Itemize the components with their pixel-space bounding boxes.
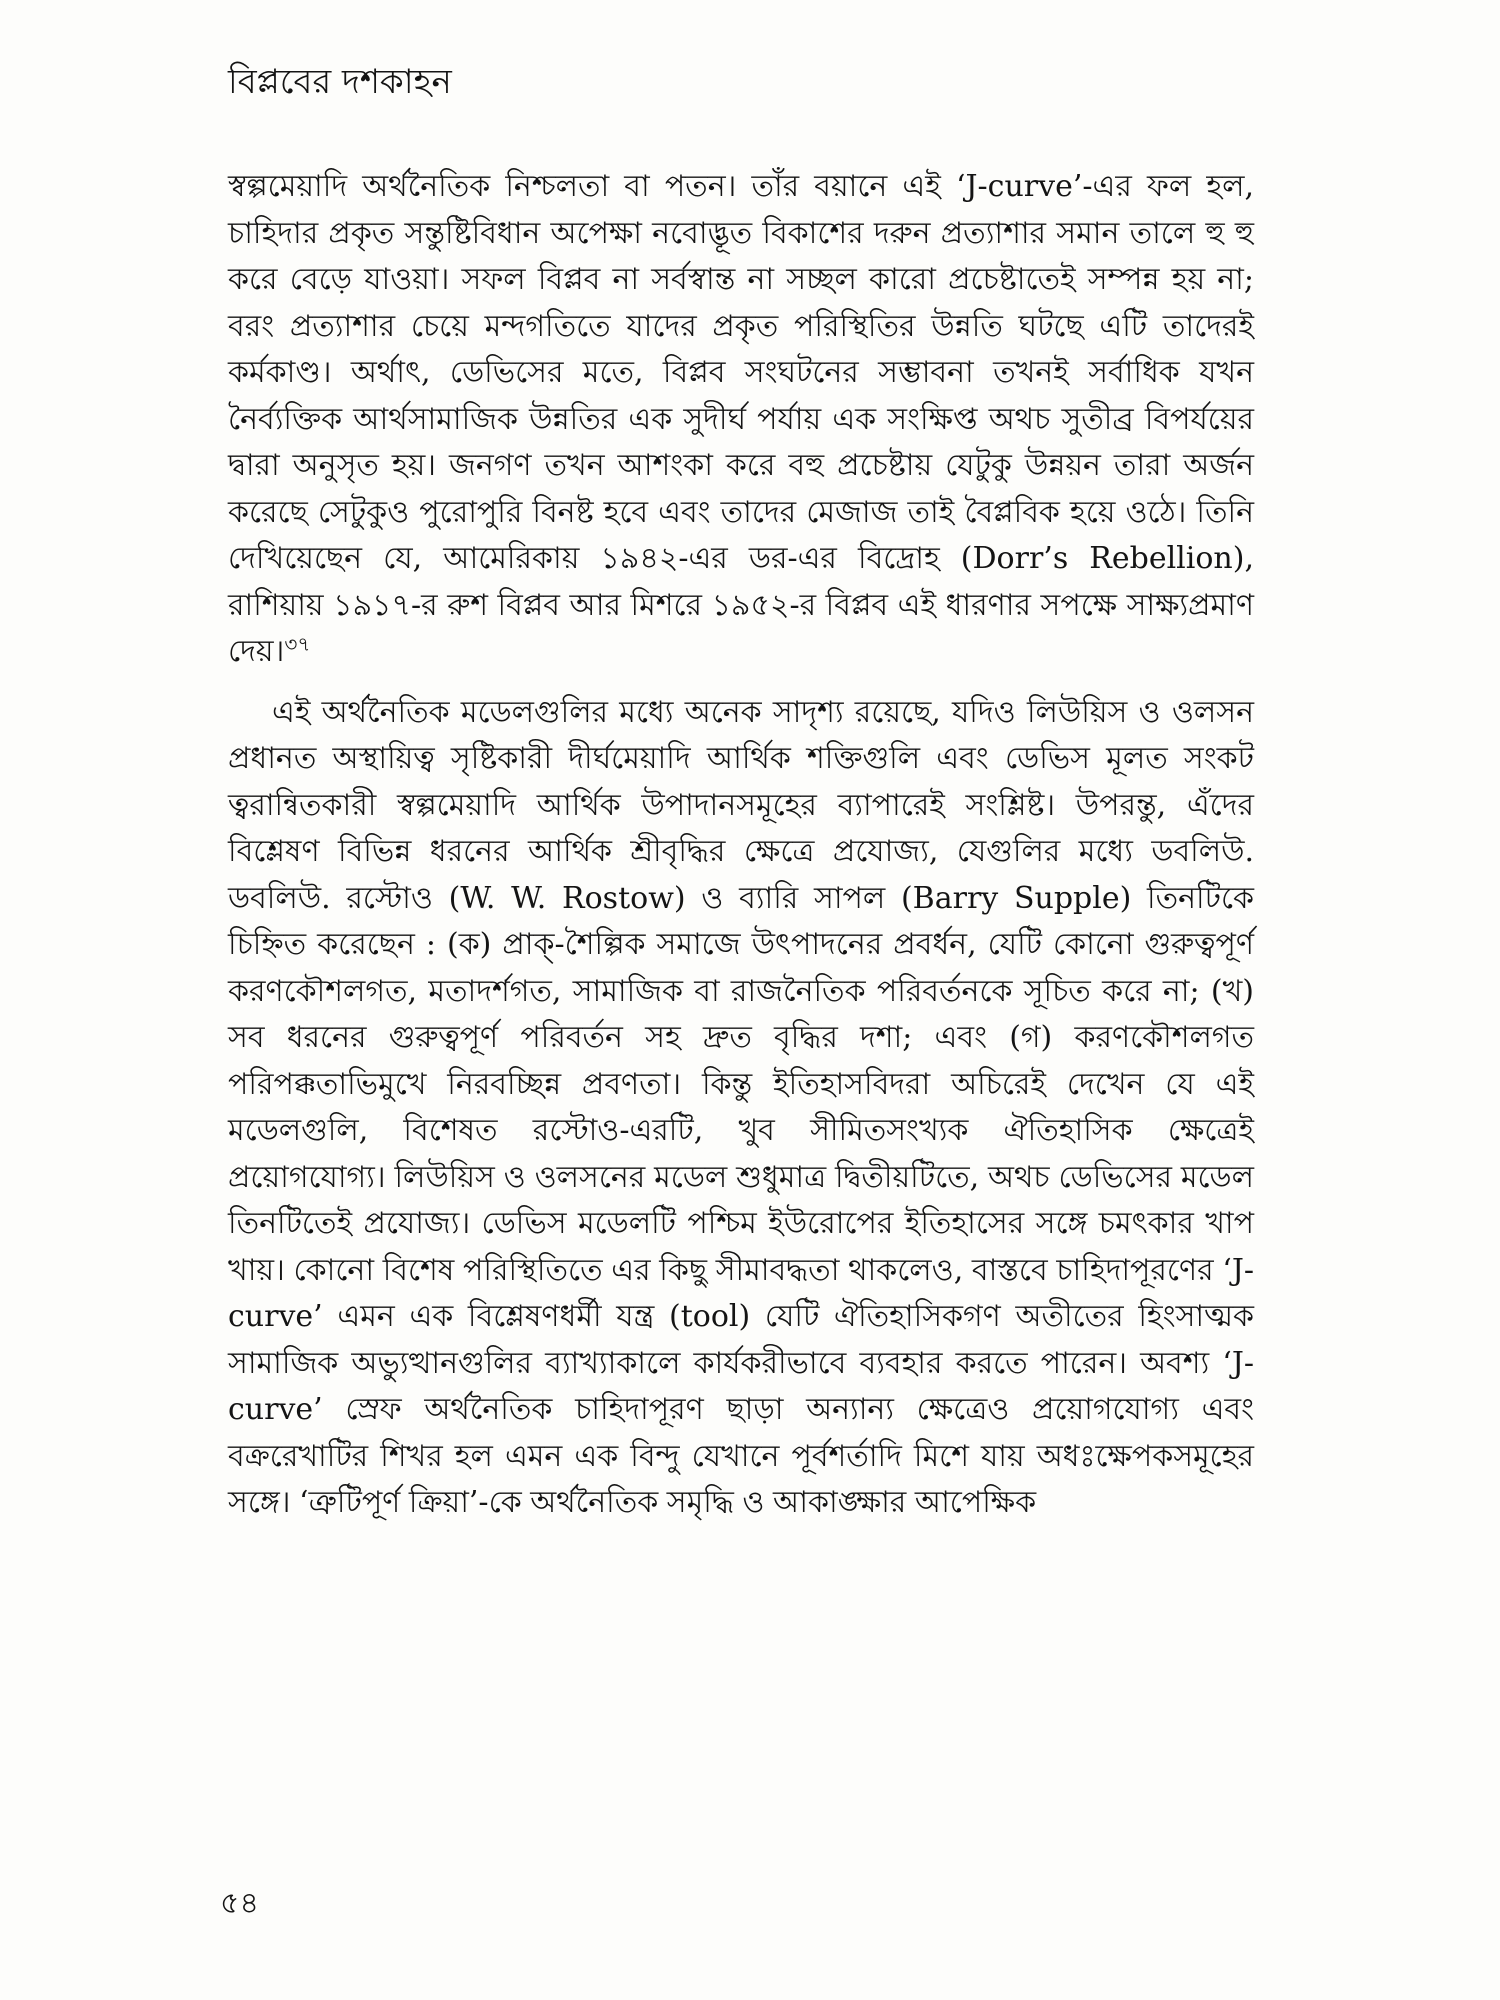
page-number: ৫৪ — [220, 1886, 259, 1921]
paragraph-1 — [228, 164, 1254, 676]
body-text — [228, 164, 1254, 1527]
running-head-title: বিপ্লবের দশকাহন — [228, 62, 452, 102]
footnote-reference: ৩৭ — [284, 632, 311, 656]
paragraph-1-text: স্বল্পমেয়াদি অর্থনৈতিক নিশ্চলতা বা পতন। তাঁর বয়ানে এই ‘J-curve’-এর ফল হল, চাহিদার প্রকৃত সন্তুষ্টিবিধান অপেক্ষা নবোদ্ভূত বিকাশের দরুন প্রত্যাশার সমান তালে হু হু করে বেড়ে যাওয়া। সফল বিপ্লব না সর্বস্বান্ত না সচ্ছল কারো প্রচেষ্টাতেই সম্পন্ন হয় না; বরং প্রত্যাশার চেয়ে মন্দগতিতে যাদের প্রকৃত পরিস্থিতির উন্নতি ঘটছে এটি তাদেরই কর্মকাণ্ড। অর্থাৎ, ডেভিসের মতে, বিপ্লব সংঘটনের সম্ভাবনা তখনই সর্বাধিক যখন নৈর্ব্যক্তিক আর্থসামাজিক উন্নতির এক সুদীর্ঘ পর্যায় এক সংক্ষিপ্ত অথচ সুতীব্র বিপর্যয়ের দ্বারা অনুসৃত হয়। জনগণ তখন আশংকা করে বহু প্রচেষ্টায় যেটুকু উন্নয়ন তারা অর্জন করেছে সেটুকুও পুরোপুরি বিনষ্ট হবে এবং তাদের মেজাজ তাই বৈপ্লবিক হয়ে ওঠে। তিনি দেখিয়েছেন যে, আমেরিকায় ১৯৪২-এর ডর-এর বিদ্রোহ (Dorr’s Rebellion), রাশিয়ায় ১৯১৭-র রুশ বিপ্লব আর মিশরে ১৯৫২-র বিপ্লব এই ধারণার সপক্ষে সাক্ষ্যপ্রমাণ দেয়। — [228, 169, 1254, 669]
paragraph-2 — [228, 690, 1254, 1527]
paragraph-2-text: এই অর্থনৈতিক মডেলগুলির মধ্যে অনেক সাদৃশ্য রয়েছে, যদিও লিউয়িস ও ওলসন প্রধানত অস্থায়িত্ব সৃষ্টিকারী দীর্ঘমেয়াদি আর্থিক শক্তিগুলি এবং ডেভিস মূলত সংকট ত্বরান্বিতকারী স্বল্পমেয়াদি আর্থিক উপাদানসমূহের ব্যাপারেই সংশ্লিষ্ট। উপরন্তু, এঁদের বিশ্লেষণ বিভিন্ন ধরনের আর্থিক শ্রীবৃদ্ধির ক্ষেত্রে প্রযোজ্য, যেগুলির মধ্যে ডবলিউ. ডবলিউ. রস্টোও (W. W. Rostow) ও ব্যারি সাপল (Barry Supple) তিনটিকে চিহ্নিত করেছেন : (ক) প্রাক্-শৈল্পিক সমাজে উৎপাদনের প্রবর্ধন, যেটি কোনো গুরুত্বপূর্ণ করণকৌশলগত, মতাদর্শগত, সামাজিক বা রাজনৈতিক পরিবর্তনকে সূচিত করে না; (খ) সব ধরনের গুরুত্বপূর্ণ পরিবর্তন সহ দ্রুত বৃদ্ধির দশা; এবং (গ) করণকৌশলগত পরিপক্কতাভিমুখে নিরবচ্ছিন্ন প্রবণতা। কিন্তু ইতিহাসবিদরা অচিরেই দেখেন যে এই মডেলগুলি, বিশেষত রস্টোও-এরটি, খুব সীমিতসংখ্যক ঐতিহাসিক ক্ষেত্রেই প্রয়োগযোগ্য। লিউয়িস ও ওলসনের মডেল শুধুমাত্র দ্বিতীয়টিতে, অথচ ডেভিসের মডেল তিনটিতেই প্রযোজ্য। ডেভিস মডেলটি পশ্চিম ইউরোপের ইতিহাসের সঙ্গে চমৎকার খাপ খায়। কোনো বিশেষ পরিস্থিতিতে এর কিছু সীমাবদ্ধতা থাকলেও, বাস্তবে চাহিদাপূরণের ‘J-curve’ এমন এক বিশ্লেষণধর্মী যন্ত্র (tool) যেটি ঐতিহাসিকগণ অতীতের হিংসাত্মক সামাজিক অভ্যুত্থানগুলির ব্যাখ্যাকালে কার্যকরীভাবে ব্যবহার করতে পারেন। অবশ্য ‘J-curve’ স্রেফ অর্থনৈতিক চাহিদাপূরণ ছাড়া অন্যান্য ক্ষেত্রেও প্রয়োগযোগ্য এবং বক্ররেখাটির শিখর হল এমন এক বিন্দু যেখানে পূর্বশর্তাদি মিশে যায় অধঃক্ষেপকসমূহের সঙ্গে। ‘ত্রুটিপূর্ণ ক্রিয়া’-কে অর্থনৈতিক সমৃদ্ধি ও আকাঙ্ক্ষার আপেক্ষিক — [228, 694, 1254, 1520]
